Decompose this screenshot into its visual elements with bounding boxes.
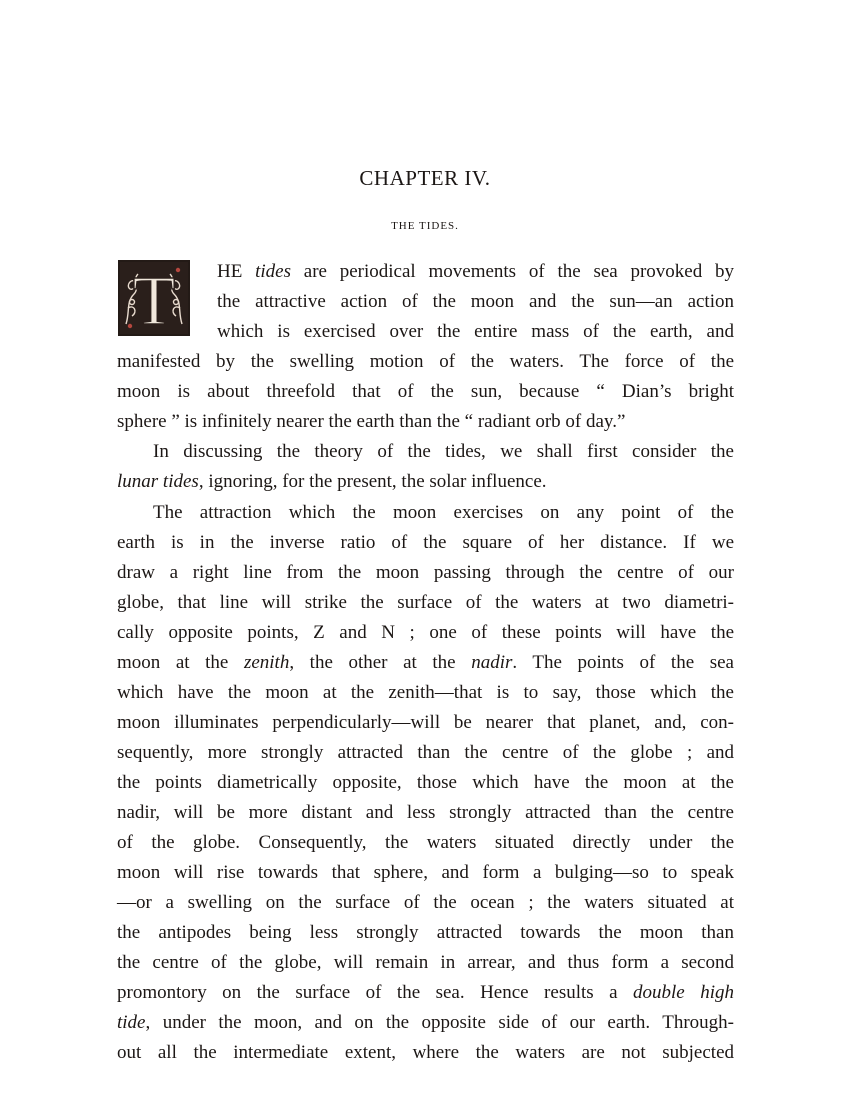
text-line: sequently, more strongly attracted than the centre of the globe ; and [117, 742, 734, 763]
text-line: which have the moon at the zenith—that is to say, those which the [117, 682, 734, 703]
text-line: cally opposite points, Z and N ; one of these points will have the [117, 622, 734, 643]
text-line: moon at the zenith, the other at the nadir. The points of the sea [117, 652, 734, 673]
text-line: of the globe. Consequently, the waters situated directly under the [117, 832, 734, 853]
text-line: the points diametrically opposite, those which have the moon at the [117, 772, 734, 793]
section-title: THE TIDES. [391, 220, 459, 232]
text-line: draw a right line from the moon passing through the centre of our [117, 562, 734, 583]
text-line: globe, that line will strike the surface of the waters at two diametri- [117, 592, 734, 613]
text-line: promontory on the surface of the sea. Hence results a double high [117, 982, 734, 1003]
text-line: the attractive action of the moon and the sun—an action [217, 291, 734, 312]
text-line: out all the intermediate extent, where the waters are not subjected [117, 1042, 734, 1063]
text-line: the centre of the globe, will remain in arrear, and thus form a second [117, 952, 734, 973]
text-line: HE tides are periodical movements of the sea provoked by [217, 261, 735, 282]
text-line: The attraction which the moon exercises on any point of the [153, 502, 734, 523]
text-line: lunar tides, ignoring, for the present, the solar influence. [117, 471, 547, 492]
text-line: moon will rise towards that sphere, and form a bulging—so to speak [117, 862, 734, 883]
text-line: tide, under the moon, and on the opposite side of our earth. Through- [117, 1012, 734, 1033]
chapter-title: CHAPTER IV. [359, 166, 491, 190]
drop-cap-letter: T [132, 263, 176, 334]
text-line: the antipodes being less strongly attracted towards the moon than [117, 922, 734, 943]
paragraph-1 [117, 257, 734, 437]
text-line: earth is in the inverse ratio of the square of her distance. If we [117, 532, 734, 553]
text-line: manifested by the swelling motion of the waters. The force of the [117, 351, 734, 372]
paragraph-2 [117, 437, 734, 497]
text-line: In discussing the theory of the tides, we shall first consider the [153, 441, 734, 462]
paragraph-3 [117, 498, 734, 1068]
text-line: which is exercised over the entire mass of the earth, and [217, 321, 734, 342]
text-line: sphere ” is infinitely nearer the earth than the “ radiant orb of day.” [117, 411, 626, 432]
text-line: moon illuminates perpendicularly—will be nearer that planet, and, con- [117, 712, 734, 733]
text-line: —or a swelling on the surface of the ocean ; the waters situated at [117, 892, 734, 913]
text-line: nadir, will be more distant and less strongly attracted than the centre [117, 802, 734, 823]
text-line: moon is about threefold that of the sun, because “ Dian’s bright [117, 381, 734, 402]
